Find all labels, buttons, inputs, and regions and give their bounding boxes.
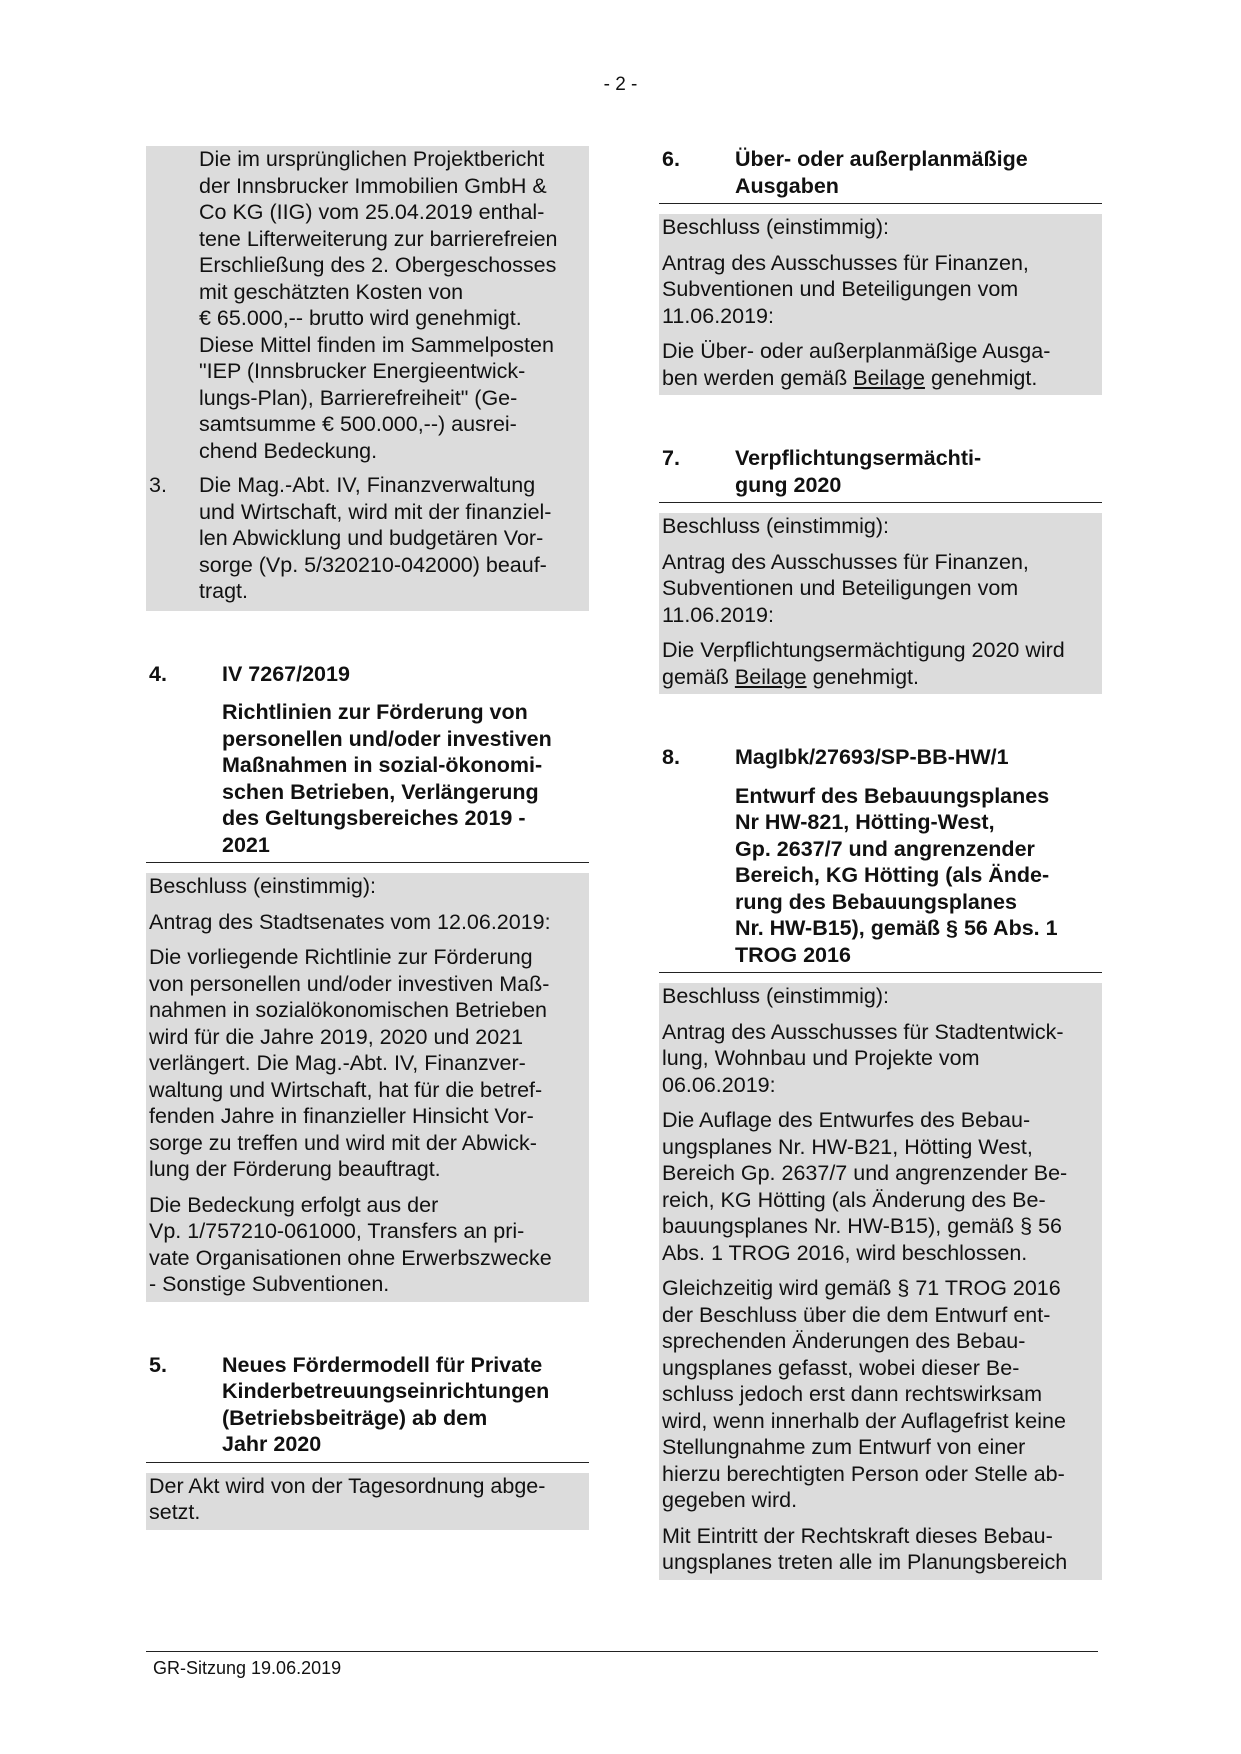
beschluss-label: Beschluss (einstimmig): (662, 984, 889, 1008)
list-item-3 (149, 464, 586, 605)
section-title: Verpflichtungsermächti- gung 2020 (735, 446, 982, 497)
decision-paragraph: Die Auflage des Entwurfes des Bebau- ungsplanes Nr. HW-B21, Hötting West, Bereich Gp. 2637/7 und angrenzender Be- reich, KG Hötting (als Änderung des Be- bauungsplanes Nr. HW-B15), gemäß § 56 Abs. 1 TROG 2016, wird beschlossen. (662, 1108, 1068, 1265)
section-code: IV 7267/2019 (222, 661, 350, 686)
beschluss-label: Beschluss (einstimmig): (662, 215, 889, 239)
section-divider (659, 203, 1102, 204)
section-divider (146, 862, 589, 863)
decision-paragraph: Der Akt wird von der Tagesordnung abge- setzt. (149, 1473, 546, 1524)
decision-paragraph (662, 338, 1099, 395)
list-item-text: Die Mag.-Abt. IV, Finanzverwaltung und Wirtschaft, wird mit der finanziel- len Abwicklung und budgetären Vor- sorge (Vp. 5/320210-042000) beauf- tragt. (199, 473, 552, 603)
section-4-heading (146, 661, 589, 688)
decision-text: genehmigt. (924, 365, 1038, 390)
section-7-decision (659, 513, 1102, 694)
section-7-heading (659, 445, 1102, 498)
decision-line: Die Verpflichtungsermächtigung 2020 wird (662, 638, 1065, 662)
footer-divider (146, 1651, 1098, 1652)
decision-text: ben werden gemäß (662, 365, 854, 390)
section-title: Neues Fördermodell für Private Kinderbetreuungseinrichtungen (Betriebsbeiträge) ab dem Jahr 2020 (222, 1352, 550, 1456)
continued-paragraph: Die im ursprünglichen Projektbericht der Innsbrucker Immobilien GmbH & Co KG (IIG) vom 25.04.2019 enthal- tene Lifterweiterung zur barrierefreien Erschließung des 2. Obergeschosses mit geschätzten Kosten von € 65.000,-- brutto wird genehmigt. Diese Mittel finden im Sammelposten "IEP (Innsbrucker Energieentwick- lungs-Plan), Barrierefreiheit" (Ge- samtsumme € 500.000,--) ausrei- chend Bedeckung. (199, 147, 558, 463)
page-number: - 2 - (603, 74, 638, 95)
beschluss-label: Beschluss (einstimmig): (149, 874, 376, 898)
section-6-heading (659, 146, 1102, 199)
continued-decision-block (146, 146, 589, 611)
section-number: 8. (662, 745, 680, 769)
section-8-title: Entwurf des Bebauungsplanes Nr HW-821, Hötting-West, Gp. 2637/7 und angrenzender Bereich, KG Hötting (als Ände- rung des Bebauungsplanes Nr. HW-B15), gemäß § 56 Abs. 1 TROG 2016 (735, 783, 1058, 967)
section-5-decision (146, 1473, 589, 1530)
antrag-text: Antrag des Ausschusses für Stadtentwick- lung, Wohnbau und Projekte vom 06.06.2019: (662, 1019, 1064, 1097)
section-number: 4. (149, 661, 167, 686)
decision-text: gemäß (662, 664, 735, 689)
decision-paragraph (662, 637, 1099, 694)
section-number: 7. (662, 446, 680, 470)
section-number: 5. (149, 1352, 167, 1377)
decision-paragraph: Die vorliegende Richtlinie zur Förderung von personellen und/oder investiven Maß- nahmen in sozialökonomischen Betrieben wird für die Jahre 2019, 2020 und 2021 verlängert. Die Mag.-Abt. IV, Finanzver- waltung und Wirtschaft, hat für die betref- fenden Jahre in finanzieller Hinsicht Vor- sorge zu treffen und wird mit der Abwick- lung der Förderung beauftragt. (149, 945, 550, 1181)
list-number: 3. (149, 473, 167, 497)
antrag-text: Antrag des Ausschusses für Finanzen, Subventionen und Beteiligungen vom 11.06.2019: (662, 549, 1029, 627)
section-4-decision (146, 873, 589, 1302)
antrag-text: Antrag des Ausschusses für Finanzen, Subventionen und Beteiligungen vom 11.06.2019: (662, 250, 1029, 328)
antrag-text: Antrag des Stadtsenates vom 12.06.2019: (149, 909, 551, 934)
section-6-decision (659, 214, 1102, 395)
decision-text: genehmigt. (806, 664, 919, 689)
section-5-heading (146, 1352, 589, 1458)
beschluss-label: Beschluss (einstimmig): (662, 514, 889, 538)
section-title: Über- oder außerplanmäßige Ausgaben (735, 147, 1028, 198)
beilage-link[interactable]: Beilage (734, 664, 807, 689)
decision-paragraph: Mit Eintritt der Rechtskraft dieses Bebau- ungsplanes treten alle im Planungsbereich (662, 1523, 1068, 1574)
section-number: 6. (662, 147, 680, 171)
section-4-title: Richtlinien zur Förderung von personellen und/oder investiven Maßnahmen in sozial-ökonomi- schen Betrieben, Verlängerung des Geltungsbereiches 2019 - 2021 (222, 700, 552, 857)
left-column (146, 146, 589, 1530)
section-8-decision (659, 983, 1102, 1580)
beilage-link[interactable]: Beilage (853, 365, 925, 390)
coverage-paragraph: Die Bedeckung erfolgt aus der Vp. 1/757210-061000, Transfers an pri- vate Organisationen ohne Erwerbszwecke - Sonstige Subventionen. (149, 1192, 552, 1296)
decision-paragraph: Gleichzeitig wird gemäß § 71 TROG 2016 der Beschluss über die dem Entwurf ent- sprechenden Änderungen des Bebau- ungsplanes gefasst, wobei dieser Be- schluss jedoch erst dann rechtswirksam wird, wenn innerhalb der Auflagefrist keine Stellungnahme zum Entwurf von einer hierzu berechtigten Person oder Stelle ab- gegeben wird. (662, 1276, 1066, 1512)
section-divider (659, 972, 1102, 973)
section-8-heading (659, 744, 1102, 771)
section-divider (659, 502, 1102, 503)
section-code: MagIbk/27693/SP-BB-HW/1 (735, 745, 1009, 769)
decision-line: Die Über- oder außerplanmäßige Ausga- (662, 339, 1051, 363)
section-divider (146, 1462, 589, 1463)
footer-text: GR-Sitzung 19.06.2019 (153, 1658, 342, 1678)
right-column (659, 146, 1102, 1580)
